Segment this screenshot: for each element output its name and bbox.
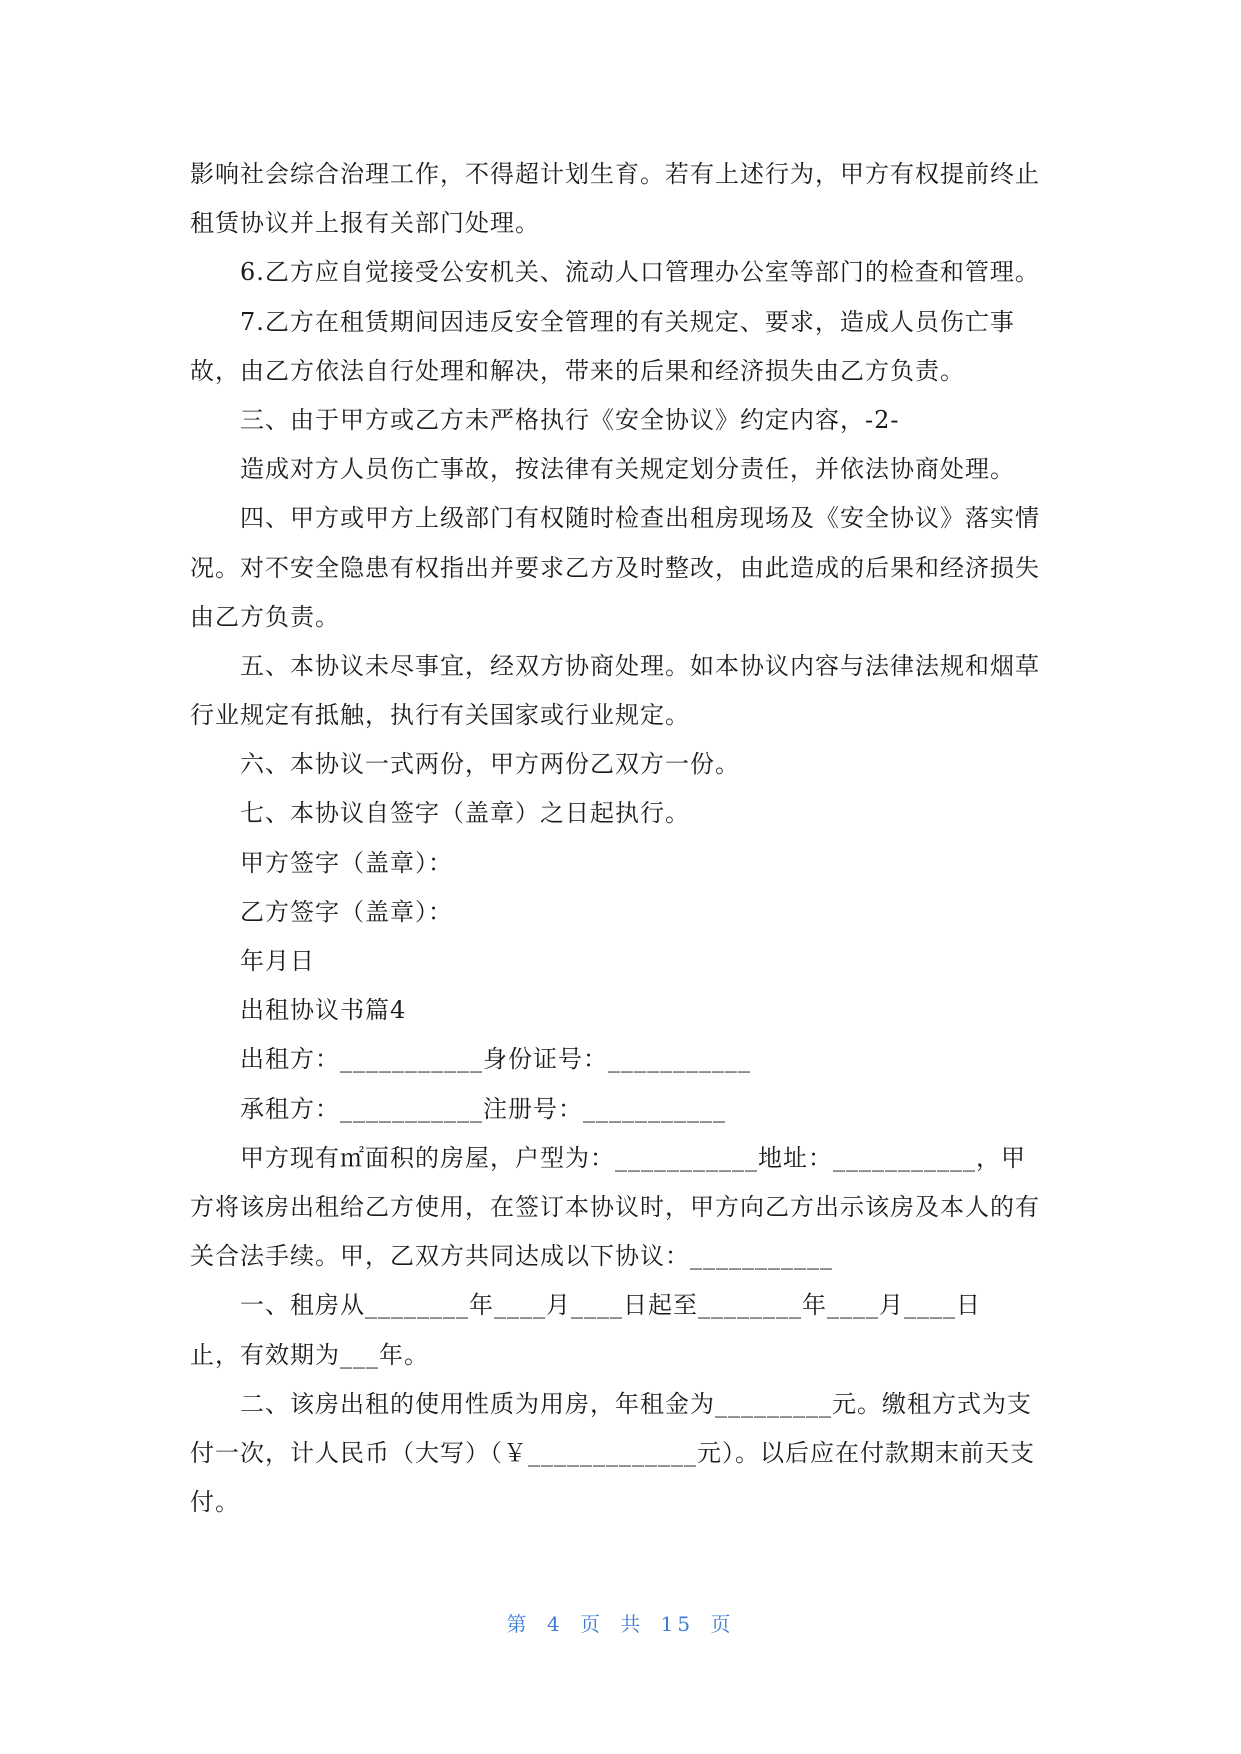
text-line: 甲方签字（盖章）： [240,848,453,877]
text-line: 租赁协议并上报有关部门处理。 [190,209,540,238]
document-body [190,150,1050,1527]
text-line: 七、本协议自签字（盖章）之日起执行。 [240,799,690,828]
text-line: 由乙方负责。 [190,602,340,631]
text-line: 六、本协议一式两份，甲方两份乙双方一份。 [240,750,740,779]
text-line: 行业规定有抵触，执行有关国家或行业规定。 [190,701,690,730]
text-line: 止，有效期为___年。 [190,1340,429,1369]
text-line: 乙方签字（盖章）： [240,897,453,926]
text-line: 故，由乙方依法自行处理和解决，带来的后果和经济损失由乙方负责。 [190,356,965,385]
page-number-footer: 第 4 页 共 15 页 [506,1612,735,1636]
text-line: 五、本协议未尽事宜，经双方协商处理。如本协议内容与法律法规和烟草 [240,651,1040,680]
text-line: 出租协议书篇4 [240,996,407,1025]
text-line: 四、甲方或甲方上级部门有权随时检查出租房现场及《安全协议》落实情 [240,504,1040,533]
text-line: 关合法手续。甲，乙双方共同达成以下协议：___________ [190,1242,833,1271]
text-line: 承租方：___________注册号：___________ [240,1094,726,1123]
text-line: 方将该房出租给乙方使用，在签订本协议时，甲方向乙方出示该房及本人的有 [190,1192,1040,1221]
text-line: 二、该房出租的使用性质为用房，年租金为_________元。缴租方式为支 [240,1389,1032,1418]
text-line: 出租方：___________身份证号：___________ [240,1045,751,1074]
text-line: 付。 [190,1488,240,1517]
text-line: 影响社会综合治理工作，不得超计划生育。若有上述行为，甲方有权提前终止 [190,160,1040,188]
text-line: 一、租房从________年____月____日起至________年____月____日 [240,1291,981,1320]
text-line: 6.乙方应自觉接受公安机关、流动人口管理办公室等部门的检查和管理。 [240,258,1040,287]
text-line: 况。对不安全隐患有权指出并要求乙方及时整改，由此造成的后果和经济损失 [190,553,1040,582]
text-line: 付一次，计人民币（大写）（￥_____________元）。以后应在付款期末前天支 [190,1438,1035,1467]
text-line: 造成对方人员伤亡事故，按法律有关规定划分责任，并依法协商处理。 [240,455,1015,484]
text-line: 三、由于甲方或乙方未严格执行《安全协议》约定内容，-2- [240,405,900,434]
text-line: 7.乙方在租赁期间因违反安全管理的有关规定、要求，造成人员伤亡事 [240,307,1015,336]
text-line: 甲方现有㎡面积的房屋，户型为：___________地址：___________，甲 [240,1143,1026,1172]
text-line: 年月日 [240,947,315,975]
